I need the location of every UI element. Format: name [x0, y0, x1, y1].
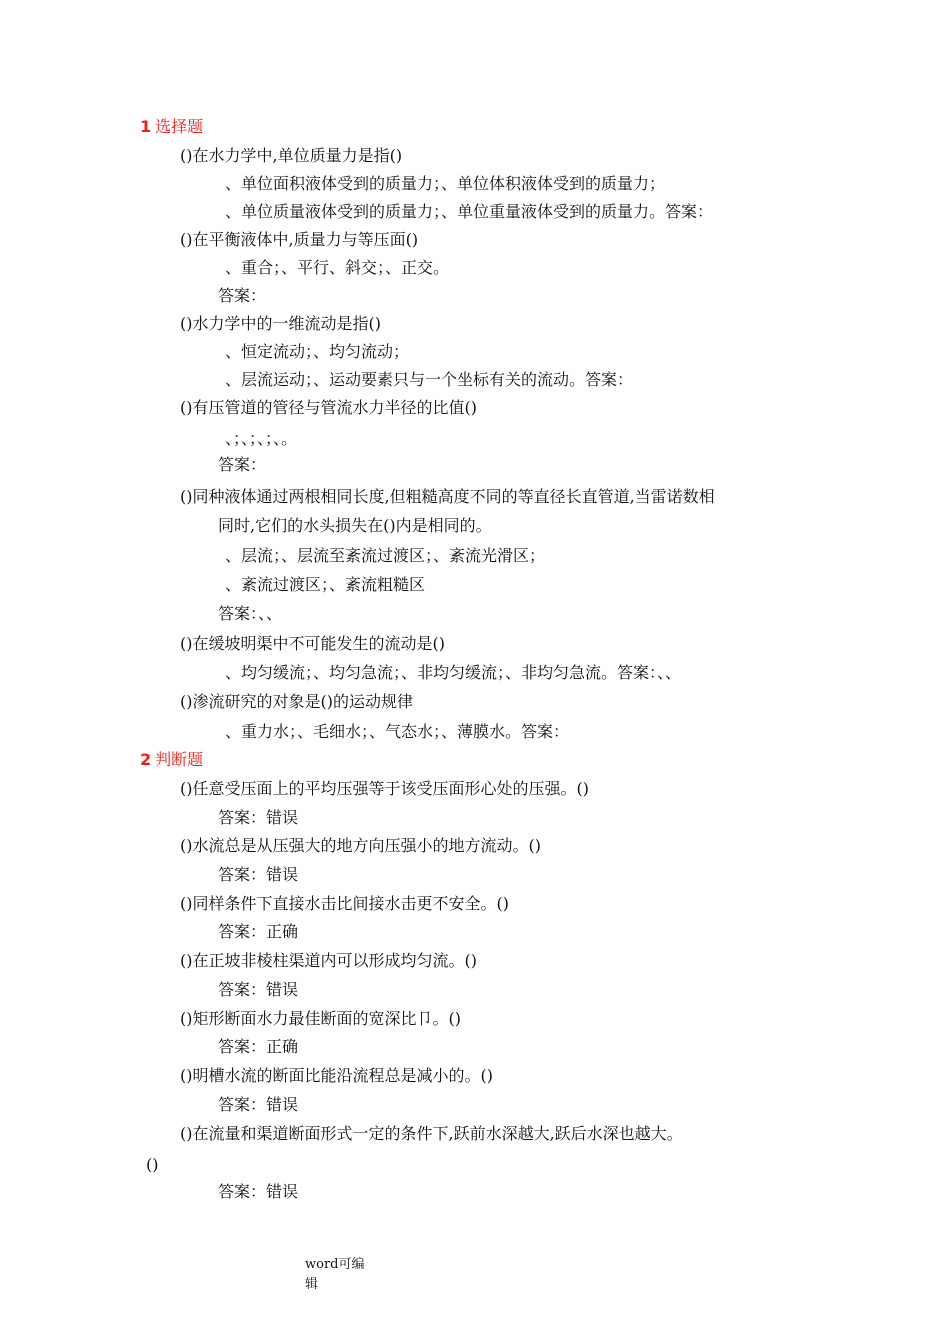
section-title: 判断题 [155, 750, 204, 769]
answer-text: 答案：、、 [218, 604, 283, 623]
answer-text: 答案： [218, 455, 267, 474]
option-text: 、恒定流动；、均匀流动； [225, 342, 410, 361]
section-number: 1 [140, 117, 152, 136]
question-text: ()水流总是从压强大的地方向压强小的地方流动。() [180, 836, 541, 855]
question-text: ()在流量和渠道断面形式一定的条件下,跃前水深越大,跃后水深也越大。 [180, 1124, 683, 1143]
question-text: ()矩形断面水力最佳断面的宽深比卩。() [180, 1009, 461, 1028]
question-text-continued: 同时,它们的水头损失在()内是相同的。 [218, 516, 492, 535]
option-text: 、单位面积液体受到的质量力；、单位体积液体受到的质量力； [225, 174, 666, 193]
option-text: 、均匀缓流；、均匀急流；、非均匀缓流；、非均匀急流。答案：、、 [225, 663, 682, 682]
question-text: ()同样条件下直接水击比间接水击更不安全。() [180, 894, 509, 913]
answer-text: 答案：错误 [218, 865, 299, 884]
answer-text: 答案：正确 [218, 922, 299, 941]
page-footer: word可编辑 [305, 1257, 365, 1292]
question-text: ()水力学中的一维流动是指() [180, 314, 381, 333]
question-text: ()在缓坡明渠中不可能发生的流动是() [180, 634, 445, 653]
question-text: ()渗流研究的对象是()的运动规律 [180, 692, 413, 711]
question-text: ()在正坡非棱柱渠道内可以形成均匀流。() [180, 951, 477, 970]
question-text: ()在水力学中,单位质量力是指() [180, 146, 403, 165]
option-text: 、；、；、；、。 [225, 429, 298, 448]
question-text: ()同种液体通过两根相同长度,但粗糙高度不同的等直径长直管道,当雷诺数相 [180, 487, 715, 506]
answer-text: 答案：错误 [218, 1095, 299, 1114]
section-heading-choice [140, 116, 203, 138]
question-text: ()明槽水流的断面比能沿流程总是减小的。() [180, 1066, 493, 1085]
option-text: 、层流运动；、运动要素只与一个坐标有关的流动。答案： [225, 370, 634, 389]
answer-text: 答案：错误 [218, 808, 299, 827]
option-text: 、紊流过渡区；、紊流粗糙区 [225, 575, 426, 594]
question-text: ()任意受压面上的平均压强等于该受压面形心处的压强。() [180, 779, 589, 798]
section-number: 2 [140, 750, 152, 769]
option-text: 、重合；、平行、斜交；、正交。 [225, 258, 450, 277]
option-text: 、单位质量液体受到的质量力；、单位重量液体受到的质量力。答案： [225, 202, 714, 221]
question-text: ()有压管道的管径与管流水力半径的比值() [180, 398, 477, 417]
answer-text: 答案： [218, 286, 267, 305]
answer-text: 答案：错误 [218, 980, 299, 999]
option-text: 、层流；、层流至紊流过渡区；、紊流光滑区； [225, 546, 546, 565]
question-text-continued: () [146, 1155, 159, 1174]
answer-text: 答案：正确 [218, 1037, 299, 1056]
question-text: ()在平衡液体中,质量力与等压面() [180, 230, 419, 249]
section-heading-judgement [140, 749, 203, 771]
option-text: 、重力水；、毛细水；、气态水；、薄膜水。答案： [225, 722, 570, 741]
section-title: 选择题 [155, 117, 204, 136]
answer-text: 答案：错误 [218, 1182, 299, 1201]
